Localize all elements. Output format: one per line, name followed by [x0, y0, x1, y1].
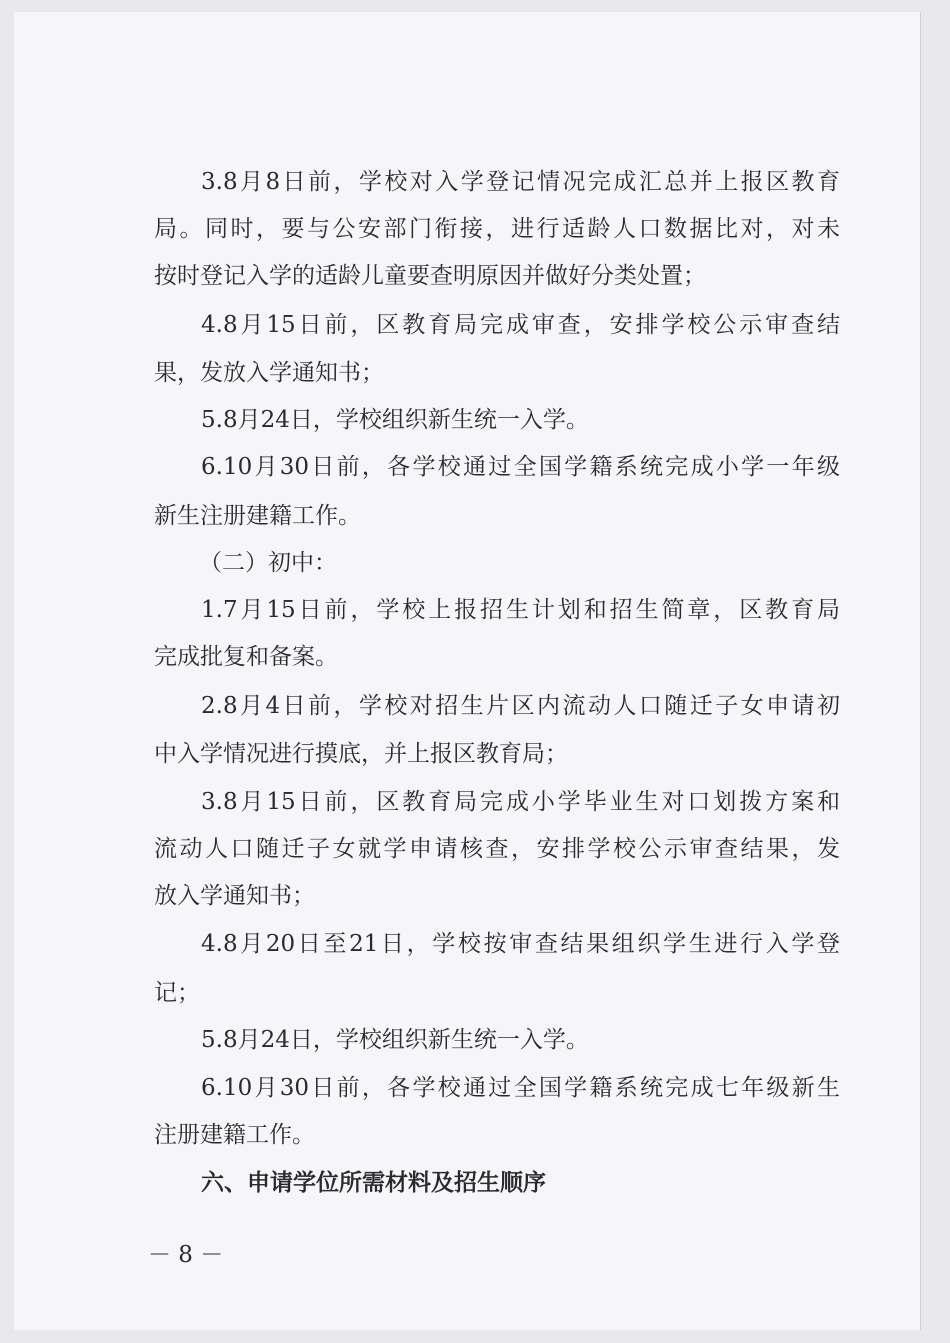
- paragraph-line: 果，发放入学通知书；: [154, 360, 384, 386]
- paragraph-line: 放入学通知书；: [154, 883, 315, 909]
- paragraph-line: 6.10月30日前，各学校通过全国学籍系统完成小学一年级: [201, 454, 840, 480]
- section-subheading: （二）初中：: [199, 550, 337, 576]
- paragraph-line: 4.8月20日至21日，学校按审查结果组织学生进行入学登: [201, 931, 840, 957]
- paragraph-line: 5.8月24日，学校组织新生统一入学。: [201, 1027, 589, 1053]
- paragraph-line: 3.8月8日前，学校对入学登记情况完成汇总并上报区教育: [201, 169, 840, 195]
- paragraph-line: 2.8月4日前，学校对招生片区内流动人口随迁子女申请初: [201, 693, 840, 719]
- paragraph-line: 局。同时，要与公安部门衔接，进行适龄人口数据比对，对未: [154, 216, 840, 242]
- paragraph-line: 注册建籍工作。: [154, 1122, 315, 1148]
- page-number: － 8 －: [148, 1242, 224, 1268]
- paragraph-line: 中入学情况进行摸底，并上报区教育局；: [154, 741, 568, 767]
- paragraph-line: 5.8月24日，学校组织新生统一入学。: [201, 407, 589, 433]
- paragraph-line: 4.8月15日前，区教育局完成审查，安排学校公示审查结: [201, 312, 840, 338]
- paragraph-line: 3.8月15日前，区教育局完成小学毕业生对口划拨方案和: [201, 789, 840, 815]
- paragraph-line: 1.7月15日前，学校上报招生计划和招生简章，区教育局: [201, 597, 840, 623]
- paragraph-line: 记；: [154, 980, 200, 1006]
- document-page: [14, 12, 921, 1330]
- paragraph-line: 6.10月30日前，各学校通过全国学籍系统完成七年级新生: [201, 1075, 840, 1101]
- paragraph-line: 按时登记入学的适龄儿童要查明原因并做好分类处置；: [154, 263, 706, 289]
- paragraph-line: 新生注册建籍工作。: [154, 503, 361, 529]
- section-heading: 六、申请学位所需材料及招生顺序: [201, 1170, 546, 1196]
- paragraph-line: 完成批复和备案。: [154, 644, 338, 670]
- paragraph-line: 流动人口随迁子女就学申请核查，安排学校公示审查结果，发: [154, 836, 840, 862]
